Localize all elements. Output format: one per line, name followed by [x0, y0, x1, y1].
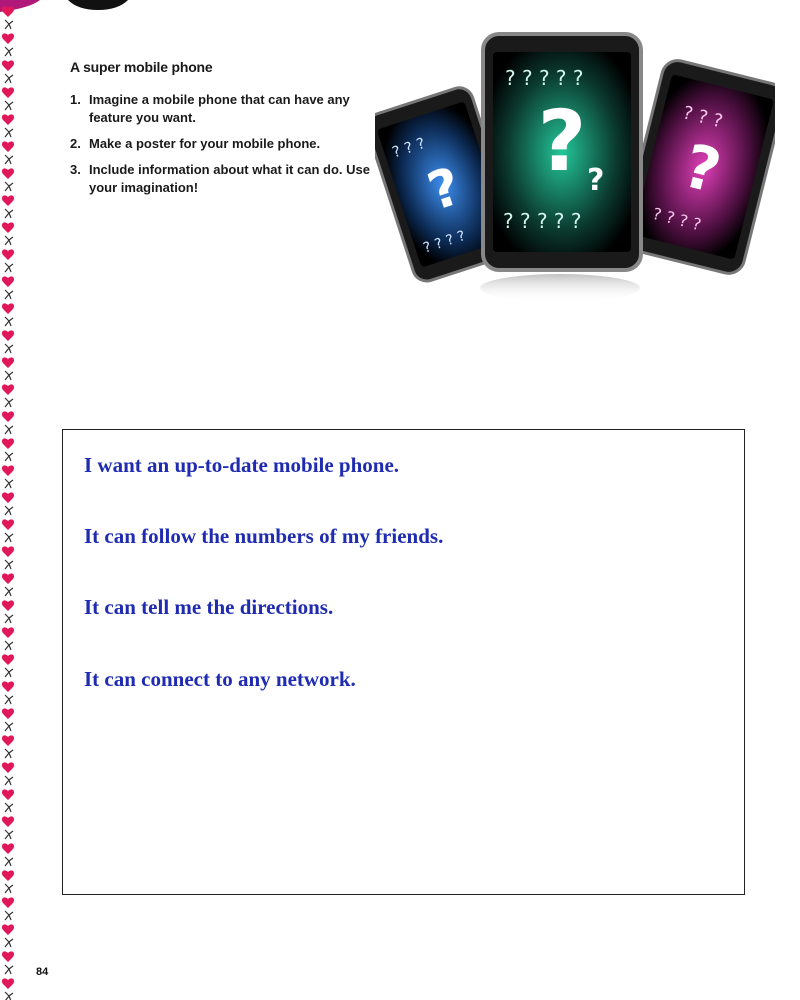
task-item-number: 3. — [70, 162, 81, 177]
stick-figure-icon — [5, 614, 13, 623]
heart-icon — [2, 222, 14, 233]
task-item-3 — [70, 161, 390, 197]
stick-figure-icon — [5, 749, 13, 758]
task-item-number: 2. — [70, 136, 81, 151]
heart-icon — [2, 897, 14, 908]
stick-figure-icon — [5, 47, 13, 56]
heart-icon — [2, 870, 14, 881]
heart-icon — [2, 411, 14, 422]
heart-icon — [2, 951, 14, 962]
svg-text:? ? ? ? ?: ? ? ? ? ? — [503, 209, 582, 233]
stick-figure-icon — [5, 263, 13, 272]
stick-figure-icon — [5, 992, 13, 1000]
answer-box — [62, 429, 745, 895]
task-item-number: 1. — [70, 92, 81, 107]
stick-figure-icon — [5, 560, 13, 569]
heart-icon — [2, 303, 14, 314]
stick-figure-icon — [5, 236, 13, 245]
task-item-text: Include information about what it can do. Use your imagination! — [89, 162, 370, 195]
phone-shadow — [480, 274, 640, 302]
stick-figure-icon — [5, 695, 13, 704]
heart-icon — [2, 168, 14, 179]
margin-decoration — [0, 0, 22, 1000]
heart-icon — [2, 492, 14, 503]
heart-icon — [2, 654, 14, 665]
stick-figure-icon — [5, 722, 13, 731]
stick-figure-icon — [5, 209, 13, 218]
heart-icon — [2, 276, 14, 287]
heart-icon — [2, 519, 14, 530]
stick-figure-icon — [5, 425, 13, 434]
svg-text:?: ? — [676, 131, 728, 208]
task-item-1 — [70, 91, 390, 127]
heart-icon — [2, 789, 14, 800]
heart-icon — [2, 384, 14, 395]
task-item-2 — [70, 135, 390, 153]
heart-icon — [2, 33, 14, 44]
heart-icon — [2, 465, 14, 476]
heart-icon — [2, 978, 14, 989]
stick-figure-icon — [5, 506, 13, 515]
stick-figure-icon — [5, 20, 13, 29]
stick-figure-icon — [5, 182, 13, 191]
heart-icon — [2, 87, 14, 98]
stick-figure-icon — [5, 155, 13, 164]
stick-figure-icon — [5, 371, 13, 380]
stick-figure-icon — [5, 344, 13, 353]
heart-icon — [2, 924, 14, 935]
task-title: A super mobile phone — [70, 59, 213, 75]
heart-icon — [2, 816, 14, 827]
svg-text:?: ? — [421, 156, 469, 223]
stick-figure-icon — [5, 857, 13, 866]
stick-figure-icon — [5, 884, 13, 893]
heart-icon — [2, 195, 14, 206]
svg-text:? ? ? ?: ? ? ? ? — [421, 228, 468, 257]
heart-icon — [2, 627, 14, 638]
heart-icon — [2, 762, 14, 773]
heart-icon — [2, 681, 14, 692]
stick-figure-icon — [5, 74, 13, 83]
heart-icon — [2, 330, 14, 341]
stick-figure-icon — [5, 776, 13, 785]
svg-text:? ? ? ?: ? ? ? ? — [650, 203, 704, 235]
heart-icon — [2, 600, 14, 611]
heart-icon — [2, 735, 14, 746]
stick-figure-icon — [5, 938, 13, 947]
stick-figure-icon — [5, 452, 13, 461]
stick-figure-icon — [5, 587, 13, 596]
heart-icon — [2, 114, 14, 125]
stick-figure-icon — [5, 533, 13, 542]
heart-icon — [2, 249, 14, 260]
answer-line-2: It can follow the numbers of my friends. — [84, 524, 444, 548]
svg-text:? ? ?: ? ? ? — [389, 133, 428, 162]
stick-figure-icon — [5, 101, 13, 110]
answer-line-4: It can connect to any network. — [84, 667, 356, 691]
stick-figure-icon — [5, 830, 13, 839]
svg-text:? ? ? ? ?: ? ? ? ? ? — [505, 66, 584, 90]
heart-icon — [2, 546, 14, 557]
task-list — [70, 91, 390, 205]
stick-figure-icon — [5, 668, 13, 677]
heart-icon — [2, 438, 14, 449]
stick-figure-icon — [5, 641, 13, 650]
answer-line-3: It can tell me the directions. — [84, 595, 334, 619]
heart-icon — [2, 573, 14, 584]
heart-icon — [2, 843, 14, 854]
stick-figure-icon — [5, 803, 13, 812]
stick-figure-icon — [5, 479, 13, 488]
mobile-phones-illustration — [375, 30, 775, 310]
stick-figure-icon — [5, 290, 13, 299]
stick-figure-icon — [5, 911, 13, 920]
stick-figure-icon — [5, 398, 13, 407]
answer-line-1: I want an up-to-date mobile phone. — [84, 453, 400, 477]
stick-figure-icon — [5, 128, 13, 137]
heart-icon — [2, 141, 14, 152]
svg-text:?: ? — [537, 92, 587, 190]
stick-figure-icon — [5, 965, 13, 974]
task-item-text: Make a poster for your mobile phone. — [89, 136, 321, 151]
heart-icon — [2, 6, 14, 17]
task-item-text: Imagine a mobile phone that can have any feature you want. — [89, 92, 350, 125]
heart-icon — [2, 357, 14, 368]
question-marks: ? ? ? — [680, 102, 725, 133]
page-number: 84 — [36, 966, 49, 978]
svg-text:?: ? — [587, 163, 605, 198]
heart-icon — [2, 708, 14, 719]
heart-icon — [2, 60, 14, 71]
phone-center — [483, 34, 641, 270]
stick-figure-icon — [5, 317, 13, 326]
